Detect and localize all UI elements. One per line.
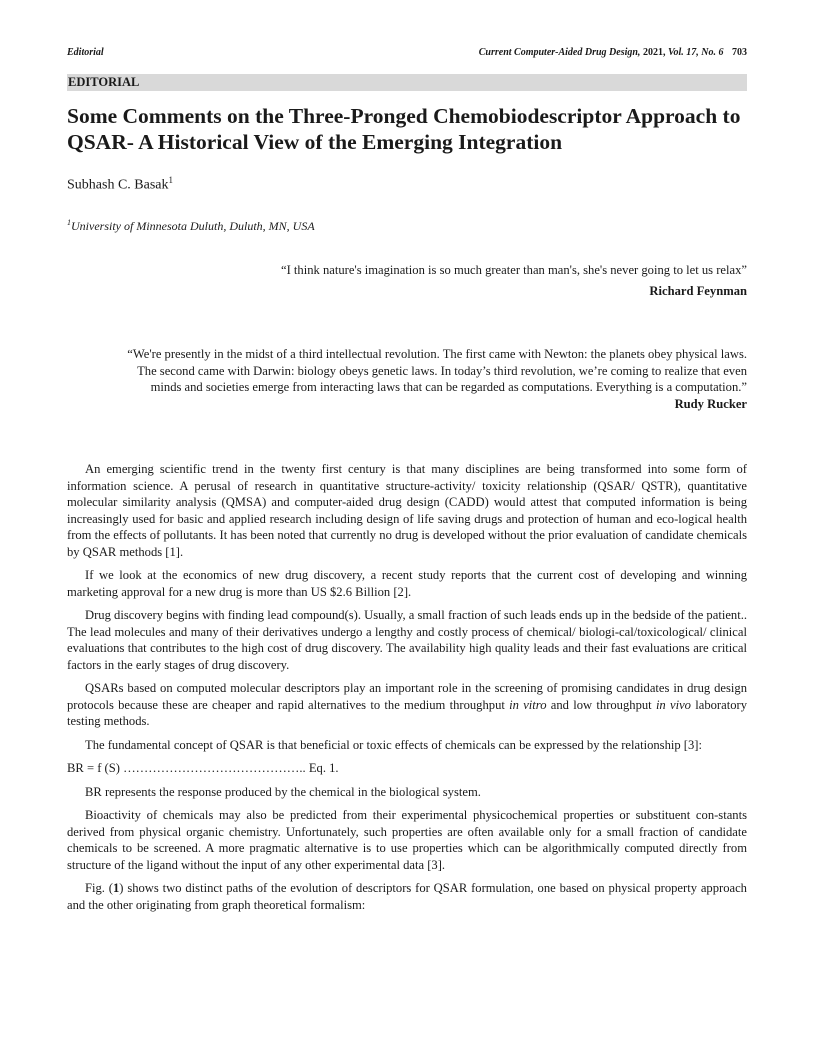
article-title: Some Comments on the Three-Pronged Chemobiodescriptor Approach to QSAR- A Historical View of the Emerging Integration	[67, 104, 741, 154]
section-name: Editorial	[67, 47, 104, 58]
italic-term: in vitro	[509, 697, 547, 712]
paragraph: Drug discovery begins with finding lead compound(s). Usually, a small fraction of such leads ends up in the bedside of the patient.. The lead molecules and many of their derivatives undergo a lengthy and costly process of chemical/ biologi-cal/toxicological/ clinical evaluations that contributes to the high cost of drug discovery. The availability high quality leads and their fast evaluations are critical factors in the early stages of drug discovery.	[67, 608, 747, 672]
journal-volume: Vol. 17, No. 6	[667, 47, 724, 58]
affiliation	[67, 218, 315, 234]
paragraph: The fundamental concept of QSAR is that beneficial or toxic effects of chemicals can be expressed by the relationship [3]:	[85, 737, 702, 752]
figure-ref[interactable]: 1	[112, 881, 120, 895]
journal-year: 2021,	[642, 47, 666, 58]
text-run: laboratory testing methods.	[67, 697, 748, 728]
affil-marker: 1	[67, 218, 71, 227]
quote-text: “I think nature's imagination is so much greater than man's, she's never going to let us relax”	[280, 263, 747, 277]
author-affil-marker: 1	[168, 175, 173, 185]
epigraph-rucker	[67, 346, 747, 412]
quote-line: “We're presently in the midst of a third intellectual revolution. The first came with Newton: the planets obey physical laws.	[127, 347, 747, 361]
quote-line: The second came with Darwin: biology obeys genetic laws. In today’s third revolution, we’re coming to realize that even	[137, 363, 747, 378]
author-line	[67, 175, 173, 194]
paragraph: BR represents the response produced by the chemical in the biological system.	[85, 784, 481, 799]
equation: BR = f (S) …………………………………….. Eq. 1.	[67, 761, 339, 775]
affil-text: University of Minnesota Duluth, Duluth, MN, USA	[71, 219, 315, 233]
text-run: Fig. (	[85, 881, 113, 895]
journal-name: Current Computer-Aided Drug Design,	[478, 47, 641, 58]
paragraph	[67, 880, 747, 913]
paragraph: An emerging scientific trend in the twenty first century is that many disciplines are being transformed into some form of information science. A perusal of research in quantitative structure-activity/ toxicity relationship (QSAR/ QSTR), quantitative molecular similarity analysis (QMSA) and computer-aided drug design (CADD) would attest that computed information is being increasingly used for basic and applied research including design of life saving drugs and protection of human and eco-logical health from the effects of pollutants. It has been noted that currently no drug is developed without the prior evaluation of candidate chemicals by QSAR methods [1].	[67, 462, 747, 559]
quote-attribution: Rudy Rucker	[674, 396, 747, 411]
epigraph-feynman	[67, 262, 747, 299]
page-number: 703	[732, 47, 747, 58]
text-run: QSARs based on computed molecular descriptors play an important role in the screening of promising candidates in drug design protocols because these are cheaper and rapid alternatives to the medium throughput	[67, 681, 747, 712]
quote-attribution: Richard Feynman	[649, 283, 747, 298]
paragraph: If we look at the economics of new drug discovery, a recent study reports that the current cost of developing and winning marketing approval for a new drug is more than US $2.6 Billion [2].	[67, 568, 747, 599]
text-run: ) shows two distinct paths of the evolution of descriptors for QSAR formulation, one based on physical property approach and the other originating from graph theoretical formalism:	[67, 881, 747, 912]
article-body	[67, 461, 747, 920]
journal-citation	[479, 47, 747, 58]
paragraph	[67, 680, 747, 730]
paragraph: Bioactivity of chemicals may also be predicted from their experimental physicochemical properties or substituent con-stants derived from physical organic chemistry. Unfortunately, such properties are often available only for a small fraction of candidate chemicals to be screened. A more pragmatic alternative is to use properties which can be algorithmically computed directly from structure of the ligand without the input of any other experimental data [3].	[67, 808, 747, 872]
text-run: and low throughput	[546, 697, 656, 712]
author-name: Subhash C. Basak	[67, 177, 169, 193]
section-label: EDITORIAL	[67, 74, 747, 91]
quote-line: minds and societies emerge from interacting laws that can be regarded as computations. Everything is a computation.”	[150, 380, 747, 394]
running-head	[67, 47, 747, 58]
italic-term: in vivo	[655, 697, 691, 712]
